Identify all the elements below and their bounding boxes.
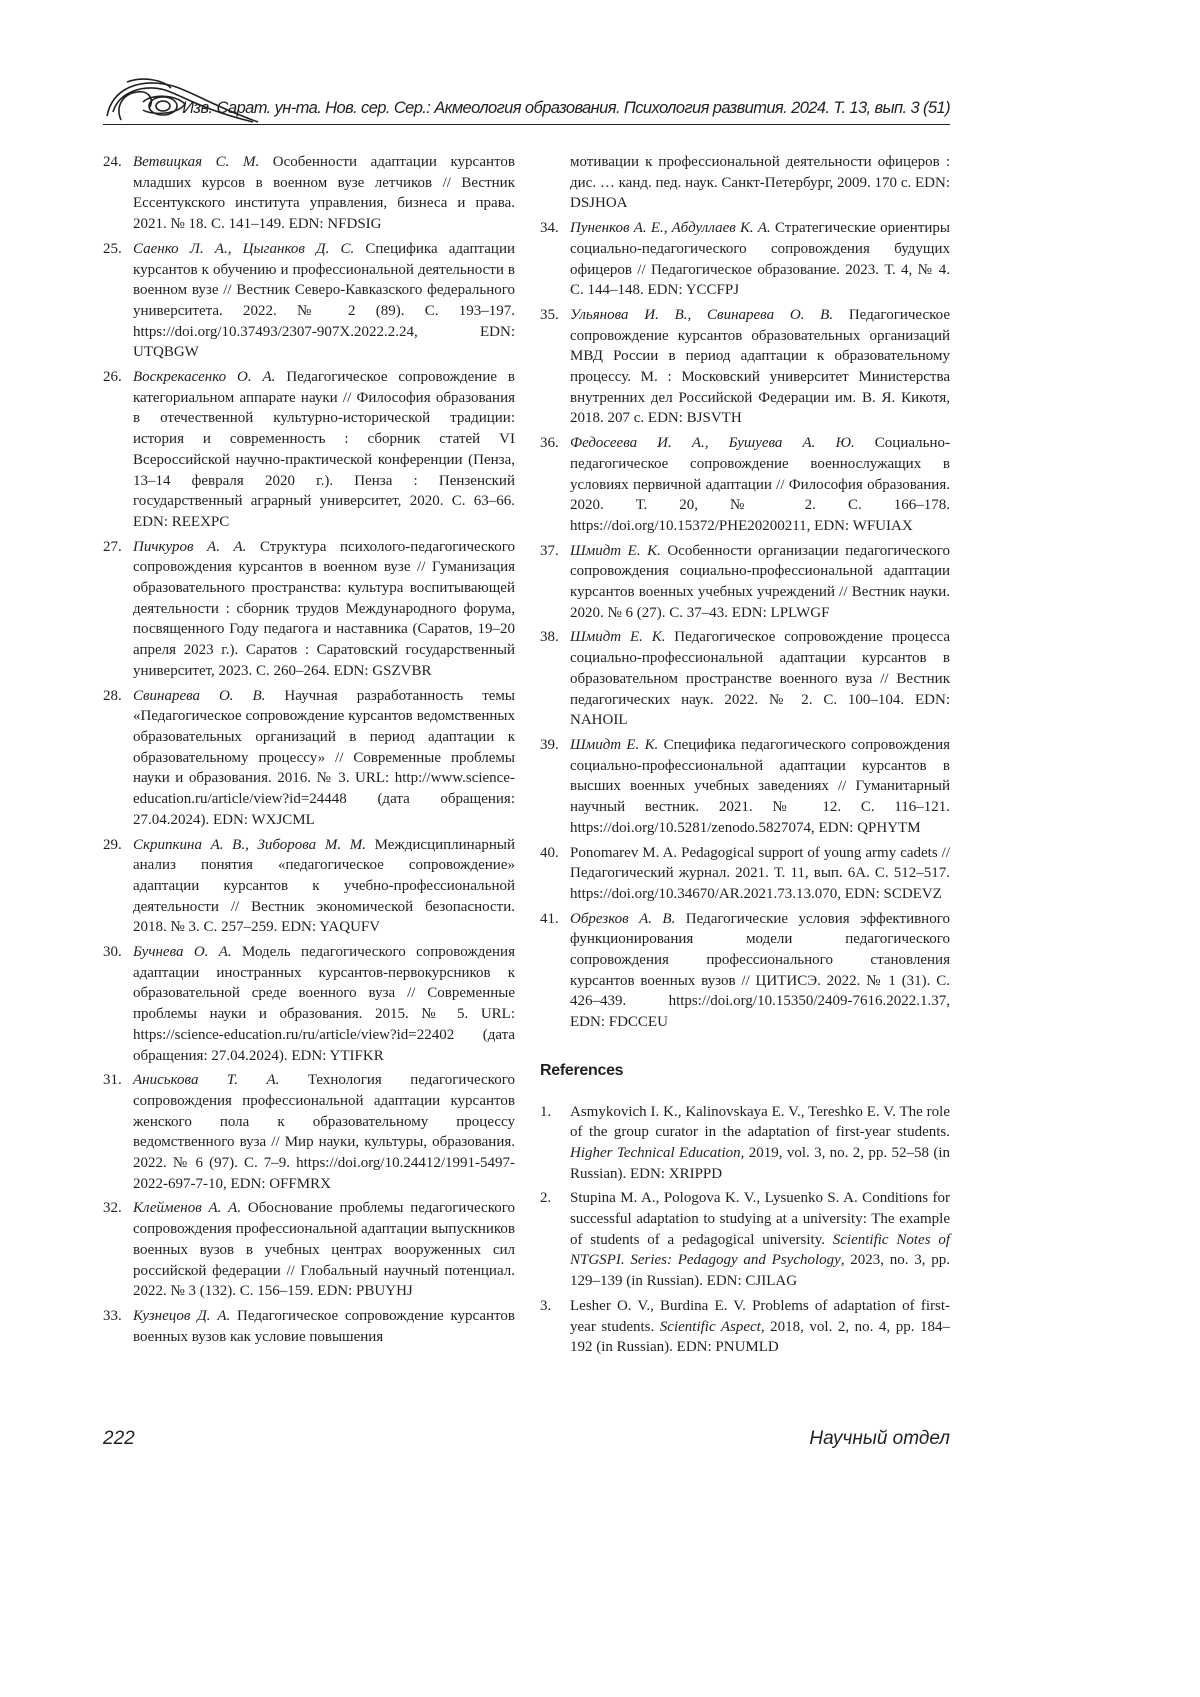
reference-author: Шмидт Е. К. bbox=[570, 543, 661, 559]
reference-number: 41. bbox=[540, 909, 568, 930]
english-reference-item bbox=[540, 1188, 950, 1292]
reference-text: Педагогические условия эффективного функционирования модели педагогического сопровождения профессионального становления курсантов военных вузов // ЦИТИСЭ. 2022. № 1 (31). С. 426–439. https://doi.org/10.15350/2409-7616.2022.1.37, EDN: FDCCEU bbox=[570, 911, 950, 1031]
reference-author: Ветвицкая С. М. bbox=[133, 154, 259, 170]
reference-number: 30. bbox=[103, 942, 131, 963]
reference-text: Asmykovich I. K., Kalinovskaya E. V., Tereshko E. V. The role of the group curator in the adaptation of first-year students. bbox=[570, 1104, 950, 1141]
reference-text: Педагогическое сопровождение курсантов образовательных организаций МВД России в период адаптации к образовательному процессу. М. : Московский университет Министерства внутренних дел Российской Федерации им. В. Я. Кикотя, 2018. 207 с. EDN: BJSVTH bbox=[570, 307, 950, 427]
reference-item bbox=[103, 537, 515, 682]
running-header bbox=[103, 72, 950, 125]
reference-item bbox=[103, 835, 515, 939]
reference-text: Особенности организации педагогического сопровождения социально-профессиональной адаптации курсантов военных учебных учреждений // Вестник науки. 2020. № 6 (27). С. 37–43. EDN: LPLWGF bbox=[570, 543, 950, 621]
reference-number: 24. bbox=[103, 152, 131, 173]
reference-author: Бучнева О. А. bbox=[133, 944, 232, 960]
reference-item bbox=[103, 1306, 515, 1347]
reference-text: Педагогическое сопровождение курсантов военных вузов как условие повышения bbox=[133, 1308, 515, 1345]
reference-item bbox=[103, 152, 515, 235]
reference-item bbox=[103, 942, 515, 1066]
reference-number: 25. bbox=[103, 239, 131, 260]
reference-item bbox=[540, 843, 950, 905]
reference-number: 36. bbox=[540, 433, 568, 454]
reference-text: Особенности адаптации курсантов младших курсов в военном вузе летчиков // Вестник Ессентукского института управления, бизнеса и права. 2021. № 18. С. 141–149. EDN: NFDSIG bbox=[133, 154, 515, 232]
reference-number: 28. bbox=[103, 686, 131, 707]
reference-item bbox=[103, 1070, 515, 1194]
reference-number: 3. bbox=[540, 1296, 568, 1317]
reference-author: Клейменов А. А. bbox=[133, 1200, 241, 1216]
reference-number: 2. bbox=[540, 1188, 568, 1209]
reference-author: Федосеева И. А., Бушуева А. Ю. bbox=[570, 435, 855, 451]
reference-text: Ponomarev M. A. Pedagogical support of young army cadets // Педагогический журнал. 2021. Т. 11, вып. 6А. С. 512–517. https://doi.org/10.34670/AR.2021.73.13.070, EDN: SCDEVZ bbox=[570, 845, 950, 902]
reference-source: Scientific Aspect bbox=[660, 1319, 761, 1335]
reference-number: 1. bbox=[540, 1102, 568, 1123]
reference-number: 38. bbox=[540, 627, 568, 648]
reference-number: 27. bbox=[103, 537, 131, 558]
reference-item bbox=[540, 305, 950, 429]
reference-item bbox=[103, 239, 515, 363]
reference-author: Свинарева О. В. bbox=[133, 688, 265, 704]
references-heading: References bbox=[540, 1061, 950, 1082]
reference-number: 32. bbox=[103, 1198, 131, 1219]
reference-item bbox=[540, 909, 950, 1033]
reference-text: Педагогическое сопровождение в категориальном аппарате науки // Философия образования в отечественной культурно-исторической традиции: история и современность : сборник статей VI Всероссийской научно-практической конференции (Пенза, 13–14 февраля 2020 г.). Пенза : Пензенский государственный аграрный университет, 2020. С. 63–66. EDN: REEXPC bbox=[133, 369, 515, 530]
reference-text: Модель педагогического сопровождения адаптации иностранных курсантов-первокурсников к образовательной среде военного вуза // Современные проблемы науки и образования. 2015. № 5. URL: https://science-education.ru/ru/article/view?id=22402 (дата обращения: 27.04.2024). EDN: YTIFKR bbox=[133, 944, 515, 1064]
reference-number: 40. bbox=[540, 843, 568, 864]
left-column bbox=[103, 152, 515, 1351]
page-number: 222 bbox=[103, 1428, 135, 1450]
reference-author: Кузнецов Д. А. bbox=[133, 1308, 230, 1324]
reference-author: Обрезков А. В. bbox=[570, 911, 675, 927]
reference-author: Ульянова И. В., Свинарева О. В. bbox=[570, 307, 833, 323]
reference-number: 33. bbox=[103, 1306, 131, 1327]
reference-author: Воскрекасенко О. А. bbox=[133, 369, 275, 385]
reference-item bbox=[103, 367, 515, 533]
reference-number: 31. bbox=[103, 1070, 131, 1091]
reference-text: Специфика педагогического сопровождения социально-профессиональной адаптации курсантов в высших военных учебных заведениях // Гуманитарный научный вестник. 2021. № 12. С. 116–121. https://doi.org/10.5281/zenodo.5827074, EDN: QPHYTM bbox=[570, 737, 950, 836]
reference-source: Higher Technical Education bbox=[570, 1145, 741, 1161]
reference-text: Стратегические ориентиры социально-педагогического сопровождения будущих офицеров // Педагогическое образование. 2023. Т. 4, № 4. С. 144–148. EDN: YCCFPJ bbox=[570, 220, 950, 298]
reference-item bbox=[540, 541, 950, 624]
reference-details: , 2018, vol. 2, no. 4, pp. 184–192 (in Russian). EDN: PNUMLD bbox=[570, 1319, 950, 1356]
reference-item bbox=[103, 686, 515, 831]
reference-text: Stupina M. A., Pologova K. V., Lysuenko S. A. Conditions for successful adaptation to studying at a university: The example of students of a pedagogical university. bbox=[570, 1190, 950, 1247]
reference-33-continuation: мотивации к профессиональной деятельности офицеров : дис. … канд. пед. наук. Санкт-Петербург, 2009. 170 с. EDN: DSJHOA bbox=[540, 152, 950, 214]
reference-author: Шмидт Е. К. bbox=[570, 737, 658, 753]
reference-number: 39. bbox=[540, 735, 568, 756]
right-column bbox=[540, 152, 950, 1362]
reference-author: Саенко Л. А., Цыганков Д. С. bbox=[133, 241, 354, 257]
reference-item bbox=[540, 627, 950, 731]
reference-author: Аниськова Т. А. bbox=[133, 1072, 279, 1088]
reference-item bbox=[540, 433, 950, 537]
reference-text: Социально-педагогическое сопровождение военнослужащих в условиях первичной адаптации // Философия образования. 2020. Т. 20, № 2. С. 166–178. https://doi.org/10.15372/PHE20200211, EDN: WFUIAX bbox=[570, 435, 950, 534]
reference-details: , 2023, no. 3, pp. 129–139 (in Russian). EDN: CJILAG bbox=[570, 1252, 950, 1289]
english-reference-item bbox=[540, 1296, 950, 1358]
reference-number: 37. bbox=[540, 541, 568, 562]
section-name: Научный отдел bbox=[809, 1428, 950, 1450]
reference-text: Lesher O. V., Burdina E. V. Problems of adaptation of first-year students. bbox=[570, 1298, 950, 1335]
reference-item bbox=[540, 218, 950, 301]
english-reference-item bbox=[540, 1102, 950, 1185]
reference-author: Скрипкина А. В., Зиборова М. М. bbox=[133, 837, 366, 853]
reference-text: Междисциплинарный анализ понятия «педагогическое сопровождение» адаптации курсантов к учебно-профессиональной деятельности // Вестник экономической безопасности. 2018. № 3. С. 257–259. EDN: YAQUFV bbox=[133, 837, 515, 936]
reference-text: Научная разработанность темы «Педагогическое сопровождение курсантов ведомственных образовательных организаций в период адаптации к образовательному процессу» // Современные проблемы науки и образования. 2016. № 3. URL: http://www.science-education.ru/article/view?id=24448 (дата обращения: 27.04.2024). EDN: WXJCML bbox=[133, 688, 515, 828]
reference-author: Пичкуров А. А. bbox=[133, 539, 246, 555]
reference-text: Педагогическое сопровождение процесса социально-профессиональной адаптации курсантов в образовательном пространстве военного вуза // Вестник педагогических наук. 2022. № 2. С. 100–104. EDN: NAHOIL bbox=[570, 629, 950, 728]
reference-author: Пуненков А. Е., Абдуллаев К. А. bbox=[570, 220, 771, 236]
reference-number: 34. bbox=[540, 218, 568, 239]
reference-number: 29. bbox=[103, 835, 131, 856]
reference-author: Шмидт Е. К. bbox=[570, 629, 665, 645]
reference-text: Технология педагогического сопровождения профессиональной адаптации курсантов женского пола к образовательному процессу ведомственного вуза // Мир науки, культуры, образования. 2022. № 6 (97). С. 7–9. https://doi.org/10.24412/1991-5497-2022-697-7-10, EDN: OFFMRX bbox=[133, 1072, 515, 1192]
reference-details: , 2019, vol. 3, no. 2, pp. 52–58 (in Russian). EDN: XRIPPD bbox=[570, 1145, 950, 1182]
reference-text: Обоснование проблемы педагогического сопровождения профессиональной адаптации выпускников военных вузов в учебных центрах вооруженных сил российской федерации // Глобальный научный потенциал. 2022. № 3 (132). С. 156–159. EDN: PBUYHJ bbox=[133, 1200, 515, 1299]
reference-text: Специфика адаптации курсантов к обучению и профессиональной деятельности в военном вузе // Вестник Северо-Кавказского федерального университета. 2022. № 2 (89). С. 193–197. https://doi.org/10.37493/2307-907X.2022.2.24, EDN: UTQBGW bbox=[133, 241, 515, 361]
reference-text: Структура психолого-педагогического сопровождения курсантов в военном вузе // Гуманизация образовательного пространства: культура воспитывающей деятельности : сборник трудов Международного форума, посвященного Году педагога и наставника (Саратов, 19–20 апреля 2023 г.). Саратов : Саратовский государственный университет, 2023. С. 260–264. EDN: GSZVBR bbox=[133, 539, 515, 679]
reference-item bbox=[540, 735, 950, 839]
reference-source: Scientific Notes of NTGSPI. Series: Pedagogy and Psychology bbox=[570, 1232, 950, 1269]
reference-number: 35. bbox=[540, 305, 568, 326]
journal-title: Изв. Сарат. ун-та. Нов. сер. Сер.: Акмеология образования. Психология развития. 2024. Т. 13, вып. 3 (51) bbox=[182, 99, 950, 118]
reference-item bbox=[103, 1198, 515, 1302]
reference-number: 26. bbox=[103, 367, 131, 388]
